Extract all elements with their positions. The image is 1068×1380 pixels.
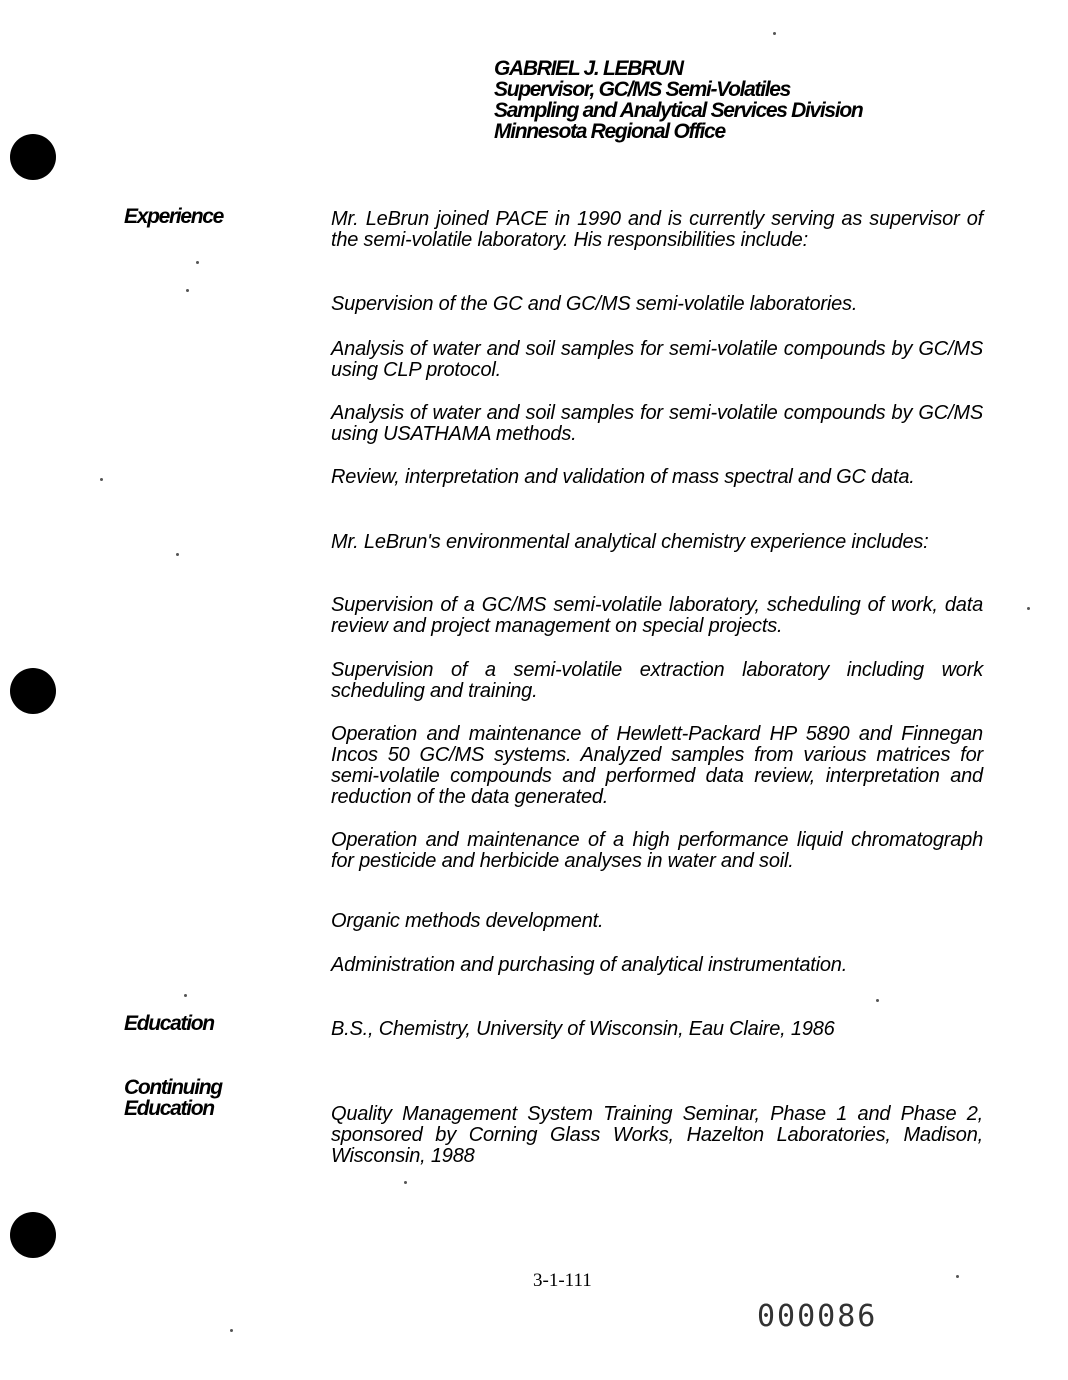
scan-speck (196, 261, 199, 264)
punch-hole-middle (10, 668, 56, 714)
scan-speck (956, 1275, 959, 1278)
experience-item: Operation and maintenance of a high performance liquid chromatograph for pesticide and herbicide analyses in water and soil. (331, 829, 983, 872)
scan-speck (100, 478, 103, 481)
experience-item: Supervision of a GC/MS semi-volatile laboratory, scheduling of work, data review and project management on special projects. (331, 594, 983, 637)
employee-division: Sampling and Analytical Services Division (494, 99, 863, 122)
education-text: B.S., Chemistry, University of Wisconsin, Eau Claire, 1986 (331, 1018, 835, 1040)
continuing-education-label-line1: Continuing (124, 1076, 222, 1099)
resume-header (494, 58, 1014, 142)
experience-item: Administration and purchasing of analytical instrumentation. (331, 954, 848, 976)
education-label: Education (124, 1012, 214, 1035)
experience-intro-2: Mr. LeBrun's environmental analytical chemistry experience includes: (331, 531, 929, 553)
responsibility-item: Review, interpretation and validation of mass spectral and GC data. (331, 466, 915, 488)
experience-item: Operation and maintenance of Hewlett-Packard HP 5890 and Finnegan Incos 50 GC/MS systems. Analyzed samples from various matrices for semi-volatile compounds and performed data review, interpretation and reduction of the data generated. (331, 723, 983, 808)
scan-speck (184, 994, 187, 997)
scan-speck (186, 289, 189, 292)
responsibility-item: Analysis of water and soil samples for semi-volatile compounds by GC/MS using USATHAMA methods. (331, 402, 983, 445)
scan-speck (773, 32, 776, 35)
employee-name: GABRIEL J. LEBRUN (494, 57, 683, 80)
punch-hole-top (10, 134, 56, 180)
experience-intro: Mr. LeBrun joined PACE in 1990 and is currently serving as supervisor of the semi-volatile laboratory. His responsibilities include: (331, 208, 983, 251)
continuing-education-label-line2: Education (124, 1097, 214, 1120)
page-number: 3-1-111 (533, 1270, 592, 1291)
experience-item: Organic methods development. (331, 910, 604, 932)
scan-speck (1027, 607, 1030, 610)
scan-speck (876, 999, 879, 1002)
document-number: 000086 (757, 1299, 878, 1334)
punch-hole-bottom (10, 1212, 56, 1258)
scan-speck (404, 1181, 407, 1184)
scan-speck (176, 553, 179, 556)
experience-label: Experience (124, 205, 224, 228)
scan-speck (230, 1329, 233, 1332)
employee-office: Minnesota Regional Office (494, 120, 725, 143)
experience-item: Supervision of a semi-volatile extraction laboratory including work scheduling and training. (331, 659, 983, 702)
responsibility-item: Supervision of the GC and GC/MS semi-volatile laboratories. (331, 293, 858, 315)
employee-title: Supervisor, GC/MS Semi-Volatiles (494, 78, 791, 101)
responsibility-item: Analysis of water and soil samples for semi-volatile compounds by GC/MS using CLP protocol. (331, 338, 983, 381)
continuing-education-text: Quality Management System Training Seminar, Phase 1 and Phase 2, sponsored by Corning Glass Works, Hazelton Laboratories, Madison, Wisconsin, 1988 (331, 1103, 983, 1167)
